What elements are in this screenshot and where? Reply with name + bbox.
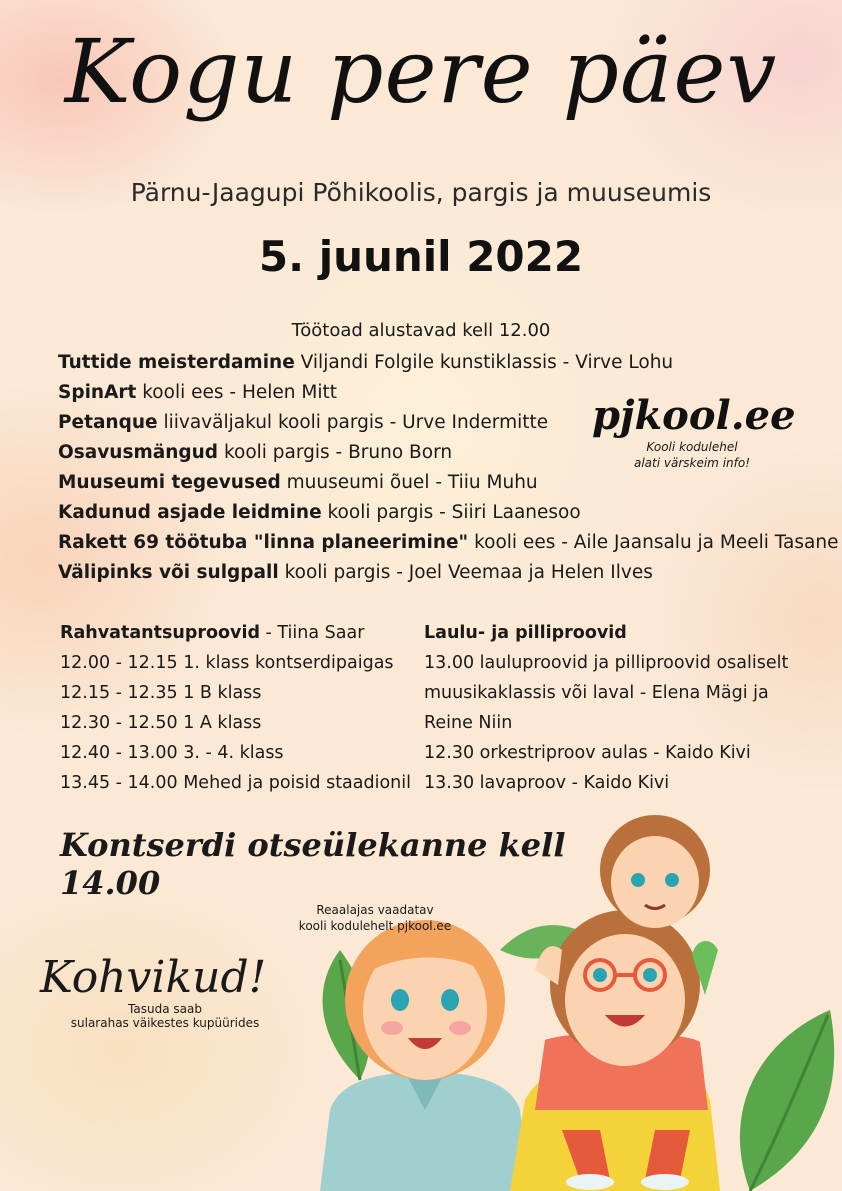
cafe-callout bbox=[40, 952, 290, 1031]
workshop-detail: Viljandi Folgile kunstiklassis - Virve Lohu bbox=[294, 352, 674, 373]
cafe-headline: Kohvikud! bbox=[40, 952, 267, 1003]
folkdance-schedule bbox=[60, 618, 411, 798]
schedule-row: 12.15 - 12.35 1 B klass bbox=[60, 683, 262, 703]
workshop-item bbox=[58, 498, 838, 528]
folkdance-leader: - Tiina Saar bbox=[259, 623, 365, 643]
music-heading: Laulu- ja pilliproovid bbox=[424, 623, 627, 643]
workshop-name: SpinArt bbox=[58, 382, 137, 403]
workshop-name: Välipinks või sulgpall bbox=[58, 562, 279, 583]
workshop-name: Tuttide meisterdamine bbox=[58, 352, 295, 373]
workshop-detail: muuseumi õuel - Tiiu Muhu bbox=[280, 472, 538, 493]
schedule-row: muusikaklassis või laval - Elena Mägi ja bbox=[424, 683, 769, 703]
workshop-item bbox=[58, 558, 838, 588]
website-note-line1: Kooli kodulehel bbox=[646, 440, 738, 454]
workshop-item bbox=[58, 468, 838, 498]
schedule-row: 12.30 - 12.50 1 A klass bbox=[60, 713, 262, 733]
schedule-row: 12.00 - 12.15 1. klass kontserdipaigas bbox=[60, 653, 394, 673]
cafe-note-line1: Tasuda saab bbox=[128, 1002, 202, 1016]
cafe-note-line2: sularahas väikestes kupüürides bbox=[70, 1016, 260, 1030]
workshop-detail: kooli pargis - Siiri Laanesoo bbox=[321, 502, 581, 523]
schedule-row: 13.30 lavaproov - Kaido Kivi bbox=[424, 773, 670, 793]
workshop-name: Rakett 69 töötuba "linna planeerimine" bbox=[58, 532, 469, 553]
schedule-row: 12.40 - 13.00 3. - 4. klass bbox=[60, 743, 284, 763]
website-callout bbox=[592, 392, 796, 471]
schedule-row: Reine Niin bbox=[424, 713, 513, 733]
event-location: Pärnu-Jaagupi Põhikoolis, pargis ja muuseumis bbox=[130, 178, 712, 207]
concert-headline: Kontserdi otseülekanne kell 14.00 bbox=[60, 826, 566, 902]
workshop-item bbox=[58, 348, 838, 378]
workshop-name: Osavusmängud bbox=[58, 442, 219, 463]
schedule-row: 12.30 orkestriproov aulas - Kaido Kivi bbox=[424, 743, 751, 763]
workshop-detail: kooli ees - Aile Jaansalu ja Meeli Tasane bbox=[468, 532, 839, 553]
workshop-item bbox=[58, 528, 838, 558]
concert-note-line2: kooli kodulehelt pjkool.ee bbox=[298, 919, 452, 933]
website-logo: pjkool.ee bbox=[592, 392, 796, 439]
event-date: 5. juunil 2022 bbox=[258, 232, 584, 281]
concert-callout bbox=[60, 826, 580, 934]
workshops-intro: Töötoad alustavad kell 12.00 bbox=[291, 320, 551, 341]
workshop-detail: kooli pargis - Joel Veemaa ja Helen Ilves bbox=[278, 562, 653, 583]
workshop-detail: kooli pargis - Bruno Born bbox=[218, 442, 453, 463]
workshop-name: Petanque bbox=[58, 412, 158, 433]
page-title: Kogu pere päev bbox=[64, 20, 778, 123]
website-note-line2: alati värskeim info! bbox=[633, 456, 751, 470]
music-schedule bbox=[424, 618, 788, 798]
workshop-name: Muuseumi tegevused bbox=[58, 472, 281, 493]
concert-note-line1: Reaalajas vaadatav bbox=[316, 903, 434, 917]
schedule-row: 13.45 - 14.00 Mehed ja poisid staadionil bbox=[60, 773, 411, 793]
workshop-detail: liivaväljakul kooli pargis - Urve Indermitte bbox=[157, 412, 549, 433]
folkdance-heading: Rahvatantsuproovid bbox=[60, 623, 260, 643]
schedule-row: 13.00 lauluproovid ja pilliproovid osaliselt bbox=[424, 653, 789, 673]
workshop-detail: kooli ees - Helen Mitt bbox=[136, 382, 337, 403]
workshop-name: Kadunud asjade leidmine bbox=[58, 502, 322, 523]
